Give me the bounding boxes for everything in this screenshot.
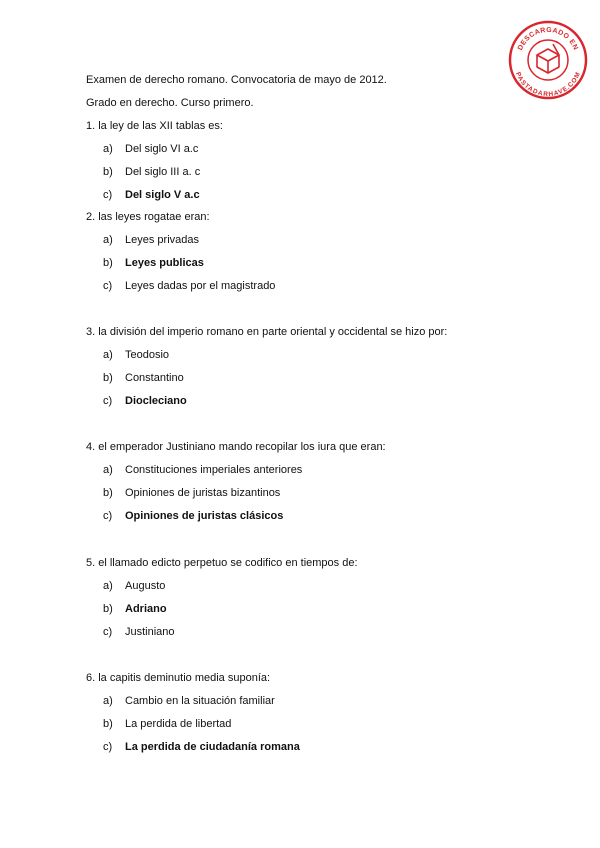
- answer-option: [103, 463, 302, 477]
- option-letter: c): [103, 626, 113, 638]
- question-text: 5. el llamado edicto perpetuo se codifico en tiempos de:: [86, 557, 358, 569]
- option-letter: c): [103, 395, 113, 407]
- option-letter: b): [103, 718, 113, 730]
- svg-text:PASTADARHAVE.COM: [514, 71, 582, 98]
- answer-option-correct: [103, 509, 283, 523]
- option-text: Opiniones de juristas clásicos: [125, 510, 284, 522]
- stamp-inner-ring: [528, 40, 568, 80]
- option-letter: b): [103, 603, 113, 615]
- answer-option: [103, 694, 275, 708]
- option-letter: b): [103, 166, 113, 178]
- option-letter: a): [103, 580, 113, 592]
- option-text: Leyes privadas: [125, 234, 199, 246]
- answer-option: [103, 348, 169, 362]
- question-text: 6. la capitis deminutio media suponía:: [86, 672, 271, 684]
- option-text: Del siglo VI a.c: [125, 143, 199, 155]
- option-letter: c): [103, 741, 113, 753]
- download-stamp-logo: [508, 20, 588, 100]
- answer-option-correct: [103, 256, 204, 270]
- svg-text:DESCARGADO EN: [517, 27, 579, 52]
- answer-option: [103, 579, 165, 593]
- option-text: Teodosio: [125, 349, 170, 361]
- option-text: Del siglo III a. c: [125, 166, 201, 178]
- option-text: La perdida de libertad: [125, 718, 232, 730]
- stamp-bottom-text: PASTADARHAVE.COM: [513, 71, 583, 99]
- answer-option-correct: [103, 740, 300, 754]
- question-text: 1. la ley de las XII tablas es:: [86, 120, 223, 132]
- exam-title: Examen de derecho romano. Convocatoria de mayo de 2012.: [86, 74, 387, 86]
- option-text: Opiniones de juristas bizantinos: [125, 487, 281, 499]
- option-text: Constituciones imperiales anteriores: [125, 464, 303, 476]
- answer-option: [103, 371, 184, 385]
- box-icon: [537, 44, 559, 73]
- option-text: La perdida de ciudadanía romana: [125, 741, 300, 753]
- answer-option: [103, 233, 199, 247]
- option-letter: b): [103, 257, 113, 269]
- option-text: Justiniano: [125, 626, 175, 638]
- option-text: Diocleciano: [125, 395, 187, 407]
- question-text: 3. la división del imperio romano en parte oriental y occidental se hizo por:: [86, 326, 448, 338]
- option-letter: c): [103, 189, 113, 201]
- option-letter: c): [103, 280, 113, 292]
- option-letter: a): [103, 234, 113, 246]
- question-text: 4. el emperador Justiniano mando recopilar los iura que eran:: [86, 441, 386, 453]
- option-text: Constantino: [125, 372, 184, 384]
- answer-option: [103, 142, 198, 156]
- option-letter: a): [103, 695, 113, 707]
- answer-option-correct: [103, 602, 167, 616]
- question-text: 2. las leyes rogatae eran:: [86, 211, 210, 223]
- exam-subtitle: Grado en derecho. Curso primero.: [86, 97, 254, 109]
- option-text: Augusto: [125, 580, 166, 592]
- option-letter: a): [103, 464, 113, 476]
- option-text: Leyes publicas: [125, 257, 204, 269]
- option-text: Del siglo V a.c: [125, 189, 200, 201]
- option-letter: b): [103, 487, 113, 499]
- option-text: Leyes dadas por el magistrado: [125, 280, 276, 292]
- option-text: Cambio en la situación familiar: [125, 695, 275, 707]
- answer-option: [103, 625, 175, 639]
- option-text: Adriano: [125, 603, 167, 615]
- answer-option-correct: [103, 394, 187, 408]
- option-letter: c): [103, 510, 113, 522]
- option-letter: b): [103, 372, 113, 384]
- answer-option: [103, 165, 200, 179]
- option-letter: a): [103, 349, 113, 361]
- answer-option-correct: [103, 188, 200, 202]
- answer-option: [103, 717, 231, 731]
- stamp-top-text: DESCARGADO EN: [516, 26, 580, 52]
- answer-option: [103, 279, 275, 293]
- answer-option: [103, 486, 280, 500]
- option-letter: a): [103, 143, 113, 155]
